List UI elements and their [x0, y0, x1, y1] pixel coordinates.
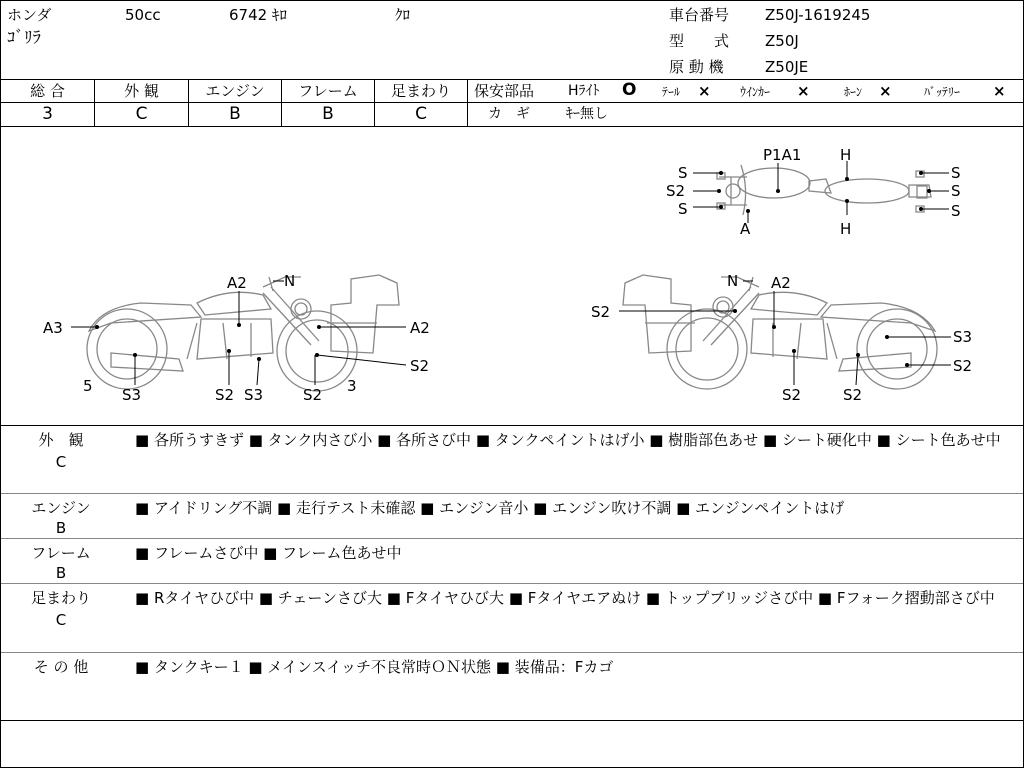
section-text: ■ アイドリング不調 ■ 走行テスト未確認 ■ エンジン音小 ■ エンジン吹け不調 ■ エンジンペイントはげ	[135, 499, 845, 517]
right-label: S2	[843, 386, 863, 404]
top-label: P1A1	[763, 146, 802, 164]
section-engine	[1, 494, 1023, 539]
key-label: カ ギ	[488, 106, 530, 122]
section-other	[1, 653, 1023, 721]
grade-exterior	[95, 80, 189, 126]
section-grade: C	[55, 611, 67, 629]
left-label: A2	[227, 274, 247, 292]
right-label: S2	[953, 357, 973, 375]
damage-points	[95, 171, 931, 367]
safety-parts	[468, 80, 1023, 126]
grade-label: 足まわり	[375, 81, 467, 103]
color: ｸﾛ	[395, 6, 411, 24]
section-grade: C	[55, 453, 67, 471]
section-text: ■ Rタイヤひび中 ■ チェーンさび大 ■ Fタイヤひび大 ■ Fタイヤエアぬけ ■ トップブリッジさび中 ■ Fフォーク摺動部さび中	[135, 589, 995, 607]
left-label: A3	[43, 319, 63, 337]
part-battery: ﾊﾞｯﾃﾘｰ	[924, 85, 961, 99]
section-text: ■ 各所うすきず ■ タンク内さび小 ■ 各所さび中 ■ タンクペイントはげ小 ■ 樹脂部色あせ ■ シート硬化中 ■ シート色あせ中	[135, 431, 1001, 449]
top-label: S	[678, 164, 688, 182]
left-label: 3	[347, 377, 357, 395]
top-label: H	[840, 146, 852, 164]
top-label: S2	[666, 182, 686, 200]
part-tail-mark: ×	[698, 82, 711, 100]
header	[1, 1, 1023, 80]
section-grade: B	[55, 519, 67, 537]
part-winker-mark: ×	[797, 82, 810, 100]
bike-top-view	[717, 165, 931, 215]
section-suspension	[1, 584, 1023, 653]
top-label: S	[951, 164, 961, 182]
safety-parts-label: 保安部品	[474, 82, 535, 100]
left-label: S3	[244, 386, 264, 404]
section-name: 足まわり	[30, 589, 91, 607]
right-label: S2	[782, 386, 802, 404]
part-headlight: Hﾗｲﾄ	[568, 83, 600, 99]
displacement: 50cc	[125, 6, 161, 24]
grade-overall	[1, 80, 95, 126]
grade-engine	[189, 80, 282, 126]
right-label: S2	[591, 303, 611, 321]
section-name: フレーム	[31, 544, 91, 562]
engine-value: Z50JE	[765, 58, 809, 76]
bike-right-view	[623, 275, 937, 389]
part-horn-mark: ×	[879, 82, 892, 100]
part-battery-mark: ×	[993, 82, 1006, 100]
section-exterior	[1, 426, 1023, 494]
grade-label: 総 合	[1, 81, 94, 103]
grade-label: 外 観	[95, 81, 188, 103]
motorcycle-diagram	[1, 127, 1023, 425]
section-name: エンジン	[31, 499, 91, 517]
part-winker: ｳｲﾝｶｰ	[740, 85, 771, 99]
section-grade: B	[55, 564, 67, 582]
left-label: 5	[83, 377, 93, 395]
grade-label: エンジン	[189, 81, 281, 103]
type-value: Z50J	[765, 32, 799, 50]
section-frame	[1, 539, 1023, 584]
top-label: S	[678, 200, 688, 218]
grade-value: B	[322, 104, 334, 124]
grade-value: C	[135, 104, 148, 124]
left-label: S2	[303, 386, 323, 404]
leader-lines	[71, 161, 951, 385]
bike-left-view	[87, 275, 399, 391]
section-name: 外 観	[38, 431, 84, 449]
left-label: S3	[122, 386, 142, 404]
maker: ホンダ	[7, 6, 52, 24]
top-label: S	[951, 182, 961, 200]
grade-suspension	[375, 80, 468, 126]
key-value: ｷｰ無し	[566, 106, 608, 122]
section-name: そ の 他	[33, 658, 89, 676]
right-label: A2	[771, 274, 791, 292]
section-text: ■ フレームさび中 ■ フレーム色あせ中	[135, 544, 402, 562]
frame-no-label: 車台番号	[669, 6, 730, 24]
part-tail: ﾃｰﾙ	[662, 85, 681, 99]
right-label: S3	[953, 328, 973, 346]
top-label: A	[740, 220, 751, 238]
grade-value: C	[415, 104, 427, 124]
grade-table	[1, 80, 1023, 127]
mileage: 6742 ｷﾛ	[229, 6, 287, 24]
part-horn: ﾎｰﾝ	[844, 85, 863, 99]
right-label: N	[727, 272, 739, 290]
top-label: S	[951, 202, 961, 220]
type-label: 型 式	[669, 32, 730, 50]
grade-frame	[282, 80, 375, 126]
left-label: A2	[410, 319, 430, 337]
grade-label: フレーム	[282, 81, 374, 103]
grade-value: B	[229, 104, 241, 124]
left-label: S2	[215, 386, 235, 404]
frame-no: Z50J-1619245	[765, 6, 871, 24]
damage-diagram	[1, 127, 1023, 426]
model-name: ｺﾞﾘﾗ	[7, 28, 41, 48]
engine-label: 原 動 機	[669, 58, 724, 76]
left-label: N	[284, 272, 296, 290]
top-label: H	[840, 220, 852, 238]
grade-value: 3	[42, 104, 53, 124]
left-label: S2	[410, 357, 430, 375]
part-headlight-mark: O	[622, 80, 637, 100]
section-text: ■ タンクキー１ ■ メインスイッチ不良常時ＯＮ状態 ■ 装備品：Fカゴ	[135, 658, 614, 676]
